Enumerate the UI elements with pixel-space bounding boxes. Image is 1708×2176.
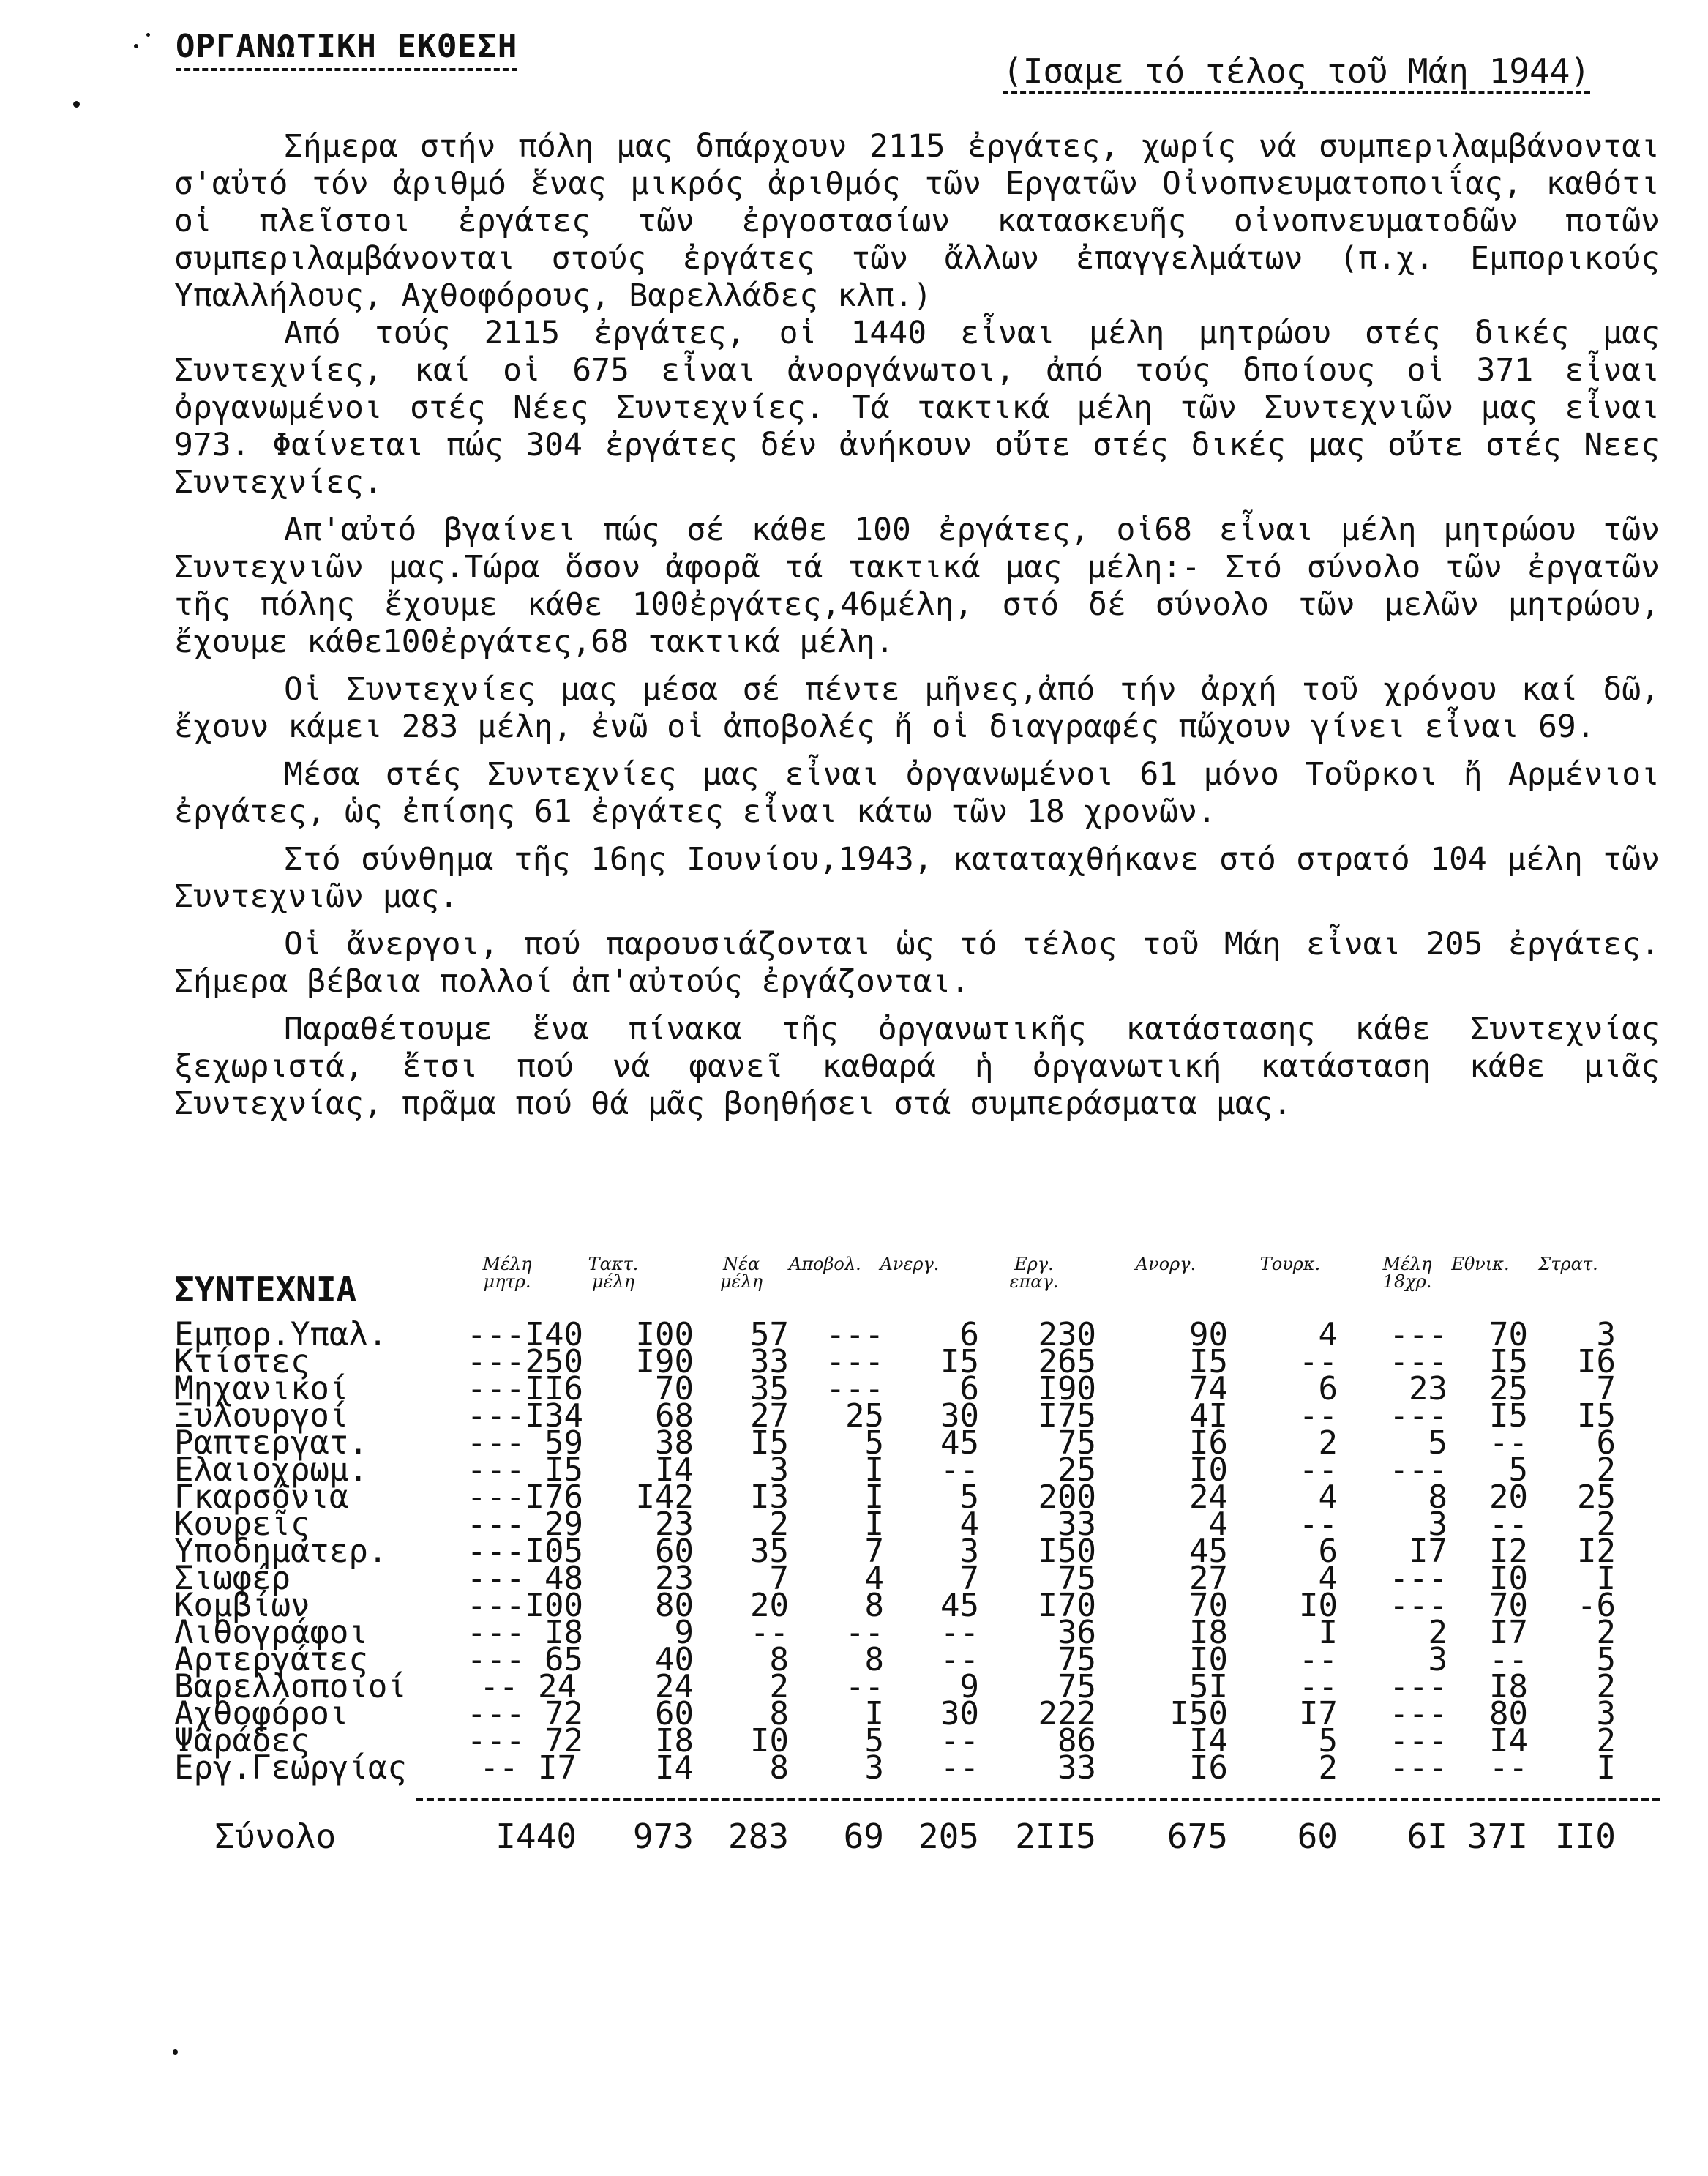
table-cell: I8 bbox=[1189, 1614, 1228, 1651]
table-cell: -- bbox=[1489, 1424, 1528, 1462]
table-cell: 3 bbox=[1596, 1316, 1616, 1353]
table-cell: ---I34 bbox=[467, 1397, 583, 1435]
table-cell: 8 bbox=[769, 1749, 789, 1787]
table-cell: 2 bbox=[1318, 1424, 1338, 1462]
report-body bbox=[174, 128, 1660, 1133]
table-cell: --- bbox=[825, 1370, 884, 1407]
table-cell: I90 bbox=[635, 1343, 694, 1380]
table-cell: --- bbox=[1389, 1749, 1447, 1787]
table-cell: 4 bbox=[1318, 1560, 1338, 1597]
union-name: Υποδηματερ. bbox=[174, 1533, 388, 1570]
table-cell: 4I bbox=[1189, 1397, 1228, 1435]
table-cell: 9 bbox=[674, 1614, 694, 1651]
table-cell: 2 bbox=[1596, 1668, 1616, 1705]
table-total-row bbox=[174, 1814, 1667, 1866]
table-cell: 23 bbox=[655, 1506, 694, 1543]
table-cell: 75 bbox=[1057, 1668, 1096, 1705]
header-cell: Μέλη μητρ. bbox=[482, 1254, 532, 1292]
table-cell: -- bbox=[1299, 1343, 1338, 1380]
table-cell: -- bbox=[940, 1722, 979, 1760]
union-name: Εργ.Γεωργίας bbox=[174, 1749, 407, 1787]
paragraph: Μέσα στές Συντεχνίες μας εἶναι ὀργανωμένοι 61 μόνο Τοῦρκοι ἤ Αρμένιοι ἐργάτες, ὡς ἐπίσης 61 ἐργάτες εἶναι κάτω τῶν 18 χρονῶν. bbox=[174, 756, 1660, 830]
table-cell: --- 59 bbox=[467, 1424, 583, 1462]
table-cell: ---I40 bbox=[467, 1316, 583, 1353]
table-cell: 23 bbox=[655, 1560, 694, 1597]
union-name: Κομβίων bbox=[174, 1587, 310, 1624]
table-cell: --- bbox=[1389, 1668, 1447, 1705]
header-cell: Στρατ. bbox=[1538, 1254, 1598, 1274]
table-cell: 9 bbox=[959, 1668, 979, 1705]
table-cell: 4 bbox=[1318, 1316, 1338, 1353]
table-cell: 2 bbox=[1318, 1749, 1338, 1787]
total-cell: 675 bbox=[1166, 1817, 1228, 1856]
table-cell: 3 bbox=[769, 1451, 789, 1489]
table-cell: 86 bbox=[1057, 1722, 1096, 1760]
table-cell: 5 bbox=[864, 1722, 884, 1760]
table-cell: 7 bbox=[1596, 1370, 1616, 1407]
table-cell: 6 bbox=[1596, 1424, 1616, 1462]
table-cell: 74 bbox=[1189, 1370, 1228, 1407]
table-cell: I42 bbox=[635, 1478, 694, 1516]
document-date bbox=[1003, 51, 1590, 91]
total-cell: 973 bbox=[632, 1817, 694, 1856]
table-cell: 30 bbox=[940, 1397, 979, 1435]
table-cell: -- bbox=[1299, 1641, 1338, 1678]
table-cell: --- 72 bbox=[467, 1695, 583, 1732]
paragraph: Απ'αὐτό βγαίνει πώς σέ κάθε 100 ἐργάτες, οἱ68 εἶναι μέλη μητρώου τῶν Συντεχνιῶν μας.Τώρα ὅσον ἀφορᾶ τά τακτικά μας μέλη:- Στό σύνολο τῶν ἐργατῶν τῆς πόλης ἔχουμε κάθε 100ἐργάτες,46μέλη, στό δέ σύνολο τῶν μελῶν μητρώου, ἔχουμε κάθε100ἐργάτες,68 τακτικά μέλη. bbox=[174, 512, 1660, 660]
union-name: Λιθογράφοι bbox=[174, 1614, 368, 1651]
table-cell: 70 bbox=[1189, 1587, 1228, 1624]
table-cell: 23 bbox=[1409, 1370, 1447, 1407]
date-text: (Ισαμε τό τέλος τοῦ Μάη 1944) bbox=[1003, 51, 1590, 94]
table-cell: 70 bbox=[1489, 1316, 1528, 1353]
table-cell: 24 bbox=[1189, 1478, 1228, 1516]
table-cell: --- bbox=[1389, 1397, 1447, 1435]
table-cell: I5 bbox=[1577, 1397, 1616, 1435]
table-cell: -- bbox=[1489, 1749, 1528, 1787]
paragraph: Οἱ ἄνεργοι, πού παρουσιάζονται ὡς τό τέλος τοῦ Μάη εἶναι 205 ἐργάτες. Σήμερα βέβαια πολλοί ἀπ'αὐτούς ἐργάζονται. bbox=[174, 926, 1660, 1000]
table-cell: 33 bbox=[750, 1343, 789, 1380]
table-cell: I5 bbox=[1189, 1343, 1228, 1380]
table-cell: 45 bbox=[940, 1587, 979, 1624]
table-cell: 33 bbox=[1057, 1506, 1096, 1543]
table-cell: 230 bbox=[1038, 1316, 1096, 1353]
table-cell: I bbox=[864, 1695, 884, 1732]
table-cell: 2 bbox=[769, 1668, 789, 1705]
table-cell: 2 bbox=[1596, 1506, 1616, 1543]
table-cell: 3 bbox=[1428, 1641, 1447, 1678]
table-cell: I6 bbox=[1577, 1343, 1616, 1380]
table-cell: --- bbox=[825, 1316, 884, 1353]
total-cell: 6I bbox=[1407, 1817, 1447, 1856]
table-cell: I0 bbox=[750, 1722, 789, 1760]
header-cell: Νέα μέλη bbox=[719, 1254, 763, 1292]
table-cell: I6 bbox=[1189, 1749, 1228, 1787]
header-union: ΣΥΝΤΕΧΝΙΑ bbox=[174, 1270, 357, 1309]
table-cell: 80 bbox=[655, 1587, 694, 1624]
table-cell: I6 bbox=[1189, 1424, 1228, 1462]
table-cell: I7 bbox=[1409, 1533, 1447, 1570]
union-table bbox=[174, 1255, 1667, 1866]
table-cell: 35 bbox=[750, 1370, 789, 1407]
table-cell: 8 bbox=[864, 1641, 884, 1678]
table-cell: 8 bbox=[864, 1587, 884, 1624]
table-cell: 35 bbox=[750, 1533, 789, 1570]
table-cell: 7 bbox=[769, 1560, 789, 1597]
table-cell: I5 bbox=[1489, 1343, 1528, 1380]
table-cell: 3 bbox=[959, 1533, 979, 1570]
table-cell: 25 bbox=[845, 1397, 884, 1435]
paragraph: Οἱ Συντεχνίες μας μέσα σέ πέντε μῆνες,ἀπό τήν ἀρχή τοῦ χρόνου καί δῶ, ἔχουν κάμει 283 μέλη, ἐνῶ οἱ ἀποβολές ἤ οἱ διαγραφές πὤχουν γίνει εἶναι 69. bbox=[174, 671, 1660, 745]
table-cell: I2 bbox=[1577, 1533, 1616, 1570]
table-cell: -- bbox=[845, 1668, 884, 1705]
table-cell: --- I5 bbox=[467, 1451, 583, 1489]
table-cell: 68 bbox=[655, 1397, 694, 1435]
table-cell: I bbox=[864, 1478, 884, 1516]
table-cell: I75 bbox=[1038, 1397, 1096, 1435]
table-cell: 70 bbox=[1489, 1587, 1528, 1624]
table-cell: 20 bbox=[750, 1587, 789, 1624]
table-cell: 70 bbox=[655, 1370, 694, 1407]
table-cell: 24 bbox=[655, 1668, 694, 1705]
table-cell: --- bbox=[1389, 1343, 1447, 1380]
table-cell: -- bbox=[940, 1614, 979, 1651]
table-cell: I5 bbox=[1489, 1397, 1528, 1435]
union-name: Βαρελλοποιοί bbox=[174, 1668, 407, 1705]
table-cell: 5 bbox=[1428, 1424, 1447, 1462]
table-cell: 27 bbox=[750, 1397, 789, 1435]
total-cell: I440 bbox=[495, 1817, 577, 1856]
table-cell: 2 bbox=[1596, 1451, 1616, 1489]
table-cell: 27 bbox=[1189, 1560, 1228, 1597]
table-cell: 60 bbox=[655, 1533, 694, 1570]
table-cell: 38 bbox=[655, 1424, 694, 1462]
table-cell: 33 bbox=[1057, 1749, 1096, 1787]
table-cell: I0 bbox=[1299, 1587, 1338, 1624]
table-cell: I bbox=[864, 1451, 884, 1489]
table-cell: I90 bbox=[1038, 1370, 1096, 1407]
union-name: Κουρεῖς bbox=[174, 1506, 310, 1543]
table-cell: 3 bbox=[1428, 1506, 1447, 1543]
table-cell: 75 bbox=[1057, 1560, 1096, 1597]
paragraph: Παραθέτουμε ἕνα πίνακα τῆς ὀργανωτικῆς κατάστασης κάθε Συντεχνίας ξεχωριστά, ἔτσι πού νά φανεῖ καθαρά ἡ ὀργανωτική κατάσταση κάθε μιᾶς Συντεχνίας, πρᾶμα πού θά μᾶς βοηθήσει στά συμπεράσματα μας. bbox=[174, 1011, 1660, 1122]
paragraph: Σήμερα στήν πόλη μας δπάρχουν 2115 ἐργάτες, χωρίς νά συμπεριλαμβάνονται σ'αὐτό τόν ἀριθμό ἕνας μικρός ἀριθμός τῶν Εργατῶν Οἰνοπνευματοποιΐας, καθότι οἱ πλεῖστοι ἐργάτες τῶν ἐργοστασίων κατασκευῆς οἰνοπνευματοδῶν ποτῶν συμπεριλαμβάνονται στούς ἐργάτες τῶν ἄλλων ἐπαγγελμάτων (π.χ. Εμπορικούς Υπαλλήλους, Αχθοφόρους, Βαρελλάδες κλπ.) bbox=[174, 128, 1660, 314]
table-divider bbox=[416, 1798, 1660, 1801]
table-cell: 60 bbox=[655, 1695, 694, 1732]
table-cell: I bbox=[1596, 1749, 1616, 1787]
union-name: Εμπορ.Υπαλ. bbox=[174, 1316, 388, 1353]
table-cell: --- bbox=[825, 1343, 884, 1380]
table-cell: 36 bbox=[1057, 1614, 1096, 1651]
table-cell: I4 bbox=[1489, 1722, 1528, 1760]
union-name: Μηχανικοί bbox=[174, 1370, 349, 1407]
table-cell: 25 bbox=[1489, 1370, 1528, 1407]
union-name: Ελαιοχρωμ. bbox=[174, 1451, 368, 1489]
table-cell: 4 bbox=[1318, 1478, 1338, 1516]
table-cell: I4 bbox=[655, 1451, 694, 1489]
header-cell: Αποβολ. bbox=[789, 1254, 861, 1274]
table-cell: 8 bbox=[1428, 1478, 1447, 1516]
table-cell: 40 bbox=[655, 1641, 694, 1678]
table-cell: 4 bbox=[1208, 1506, 1228, 1543]
table-cell: I0 bbox=[1189, 1641, 1228, 1678]
header-cell: Τακτ. μέλη bbox=[588, 1254, 639, 1292]
table-cell: -- bbox=[750, 1614, 789, 1651]
table-cell: I0 bbox=[1489, 1560, 1528, 1597]
table-cell: --- bbox=[1389, 1722, 1447, 1760]
table-cell: --- bbox=[1389, 1451, 1447, 1489]
table-cell: 57 bbox=[750, 1316, 789, 1353]
total-cell: 283 bbox=[727, 1817, 789, 1856]
table-cell: -- 24 bbox=[479, 1668, 577, 1705]
table-cell: 4 bbox=[959, 1506, 979, 1543]
union-name: Ραπτεργατ. bbox=[174, 1424, 368, 1462]
table-row bbox=[174, 1749, 1667, 1787]
table-cell: I50 bbox=[1169, 1695, 1228, 1732]
table-cell: I bbox=[1596, 1560, 1616, 1597]
table-cell: 5 bbox=[1318, 1722, 1338, 1760]
total-cell: 37I bbox=[1467, 1817, 1528, 1856]
table-cell: I2 bbox=[1489, 1533, 1528, 1570]
table-cell: -- bbox=[940, 1749, 979, 1787]
table-cell: --- bbox=[1389, 1695, 1447, 1732]
table-cell: -- bbox=[940, 1451, 979, 1489]
table-cell: -- bbox=[1489, 1641, 1528, 1678]
table-cell: -- bbox=[1299, 1451, 1338, 1489]
table-cell: 7 bbox=[864, 1533, 884, 1570]
header-cell: Εργ. επαγ. bbox=[1009, 1254, 1059, 1292]
table-cell: 5 bbox=[1508, 1451, 1528, 1489]
table-cell: 30 bbox=[940, 1695, 979, 1732]
table-cell: -- bbox=[1299, 1506, 1338, 1543]
table-cell: --- 72 bbox=[467, 1722, 583, 1760]
table-cell: 200 bbox=[1038, 1478, 1096, 1516]
table-cell: 6 bbox=[1318, 1370, 1338, 1407]
table-cell: 80 bbox=[1489, 1695, 1528, 1732]
table-cell: I bbox=[1318, 1614, 1338, 1651]
table-cell: 25 bbox=[1057, 1451, 1096, 1489]
table-cell: 265 bbox=[1038, 1343, 1096, 1380]
table-cell: 90 bbox=[1189, 1316, 1228, 1353]
total-cell: 60 bbox=[1297, 1817, 1338, 1856]
total-cell: 2II5 bbox=[1015, 1817, 1096, 1856]
table-cell: --- 29 bbox=[467, 1506, 583, 1543]
table-cell: 2 bbox=[1428, 1614, 1447, 1651]
table-cell: 3 bbox=[864, 1749, 884, 1787]
table-cell: 75 bbox=[1057, 1641, 1096, 1678]
table-cell: --- I8 bbox=[467, 1614, 583, 1651]
union-name: Γκαρσόνια bbox=[174, 1478, 349, 1516]
table-cell: -- bbox=[940, 1641, 979, 1678]
table-cell: I8 bbox=[655, 1722, 694, 1760]
table-cell: I4 bbox=[655, 1749, 694, 1787]
table-cell: --- bbox=[1389, 1560, 1447, 1597]
table-cell: -6 bbox=[1577, 1587, 1616, 1624]
table-cell: -- bbox=[1299, 1668, 1338, 1705]
union-name: Αχθοφόροι bbox=[174, 1695, 349, 1732]
table-cell: I50 bbox=[1038, 1533, 1096, 1570]
table-cell: --- 48 bbox=[467, 1560, 583, 1597]
header-cell: Εθνικ. bbox=[1451, 1254, 1510, 1274]
table-cell: I70 bbox=[1038, 1587, 1096, 1624]
table-cell: I5 bbox=[750, 1424, 789, 1462]
table-cell: ---I00 bbox=[467, 1587, 583, 1624]
table-cell: 5 bbox=[1596, 1641, 1616, 1678]
table-cell: ---I76 bbox=[467, 1478, 583, 1516]
table-cell: I8 bbox=[1489, 1668, 1528, 1705]
table-cell: --- 65 bbox=[467, 1641, 583, 1678]
table-cell: I4 bbox=[1189, 1722, 1228, 1760]
paragraph: Από τούς 2115 ἐργάτες, οἱ 1440 εἶναι μέλη μητρώου στές δικές μας Συντεχνίες, καί οἱ 675 εἶναι ἀνοργάνωτοι, ἀπό τούς δποίους οἱ 371 εἶναι ὀργανωμένοι στές Νέες Συντεχνίες. Τά τακτικά μέλη τῶν Συντεχνιῶν μας εἶναι 973. Φαίνεται πώς 304 ἐργάτες δέν ἀνήκουν οὔτε στές δικές μας οὔτε στές Νεες Συντεχνίες. bbox=[174, 315, 1660, 501]
union-name: Σιωφέρ bbox=[174, 1560, 291, 1597]
total-cell: II0 bbox=[1554, 1817, 1616, 1856]
table-cell: 7 bbox=[959, 1560, 979, 1597]
table-cell: I7 bbox=[1299, 1695, 1338, 1732]
table-cell: 20 bbox=[1489, 1478, 1528, 1516]
header-cell: Τουρκ. bbox=[1259, 1254, 1321, 1274]
table-cell: --- bbox=[1389, 1316, 1447, 1353]
table-cell: 2 bbox=[769, 1506, 789, 1543]
table-cell: 6 bbox=[1318, 1533, 1338, 1570]
union-name: Ξυλουργοί bbox=[174, 1397, 349, 1435]
table-cell: 5 bbox=[864, 1424, 884, 1462]
table-cell: 222 bbox=[1038, 1695, 1096, 1732]
union-name: Αρτεργάτες bbox=[174, 1641, 368, 1678]
table-cell: I0 bbox=[1189, 1451, 1228, 1489]
table-cell: 3 bbox=[1596, 1695, 1616, 1732]
table-cell: 75 bbox=[1057, 1424, 1096, 1462]
table-cell: 6 bbox=[959, 1316, 979, 1353]
total-cell: 205 bbox=[918, 1817, 979, 1856]
table-cell: 6 bbox=[959, 1370, 979, 1407]
table-cell: 45 bbox=[1189, 1533, 1228, 1570]
table-cell: I bbox=[864, 1506, 884, 1543]
table-cell: ---250 bbox=[467, 1343, 583, 1380]
table-cell: --- bbox=[1389, 1587, 1447, 1624]
table-cell: 25 bbox=[1577, 1478, 1616, 1516]
total-cell: 69 bbox=[843, 1817, 884, 1856]
table-cell: I7 bbox=[1489, 1614, 1528, 1651]
table-cell: 5I bbox=[1189, 1668, 1228, 1705]
table-cell: ---I05 bbox=[467, 1533, 583, 1570]
table-cell: 5 bbox=[959, 1478, 979, 1516]
table-header bbox=[174, 1255, 1667, 1321]
table-cell: I3 bbox=[750, 1478, 789, 1516]
table-cell: -- bbox=[1299, 1397, 1338, 1435]
table-cell: 2 bbox=[1596, 1722, 1616, 1760]
table-cell: I5 bbox=[940, 1343, 979, 1380]
table-cell: 2 bbox=[1596, 1614, 1616, 1651]
paragraph: Στό σύνθημα τῆς 16ης Ιουνίου,1943, καταταχθήκανε στό στρατό 104 μέλη τῶν Συντεχνιῶν μας. bbox=[174, 841, 1660, 915]
union-name: Κτίστες bbox=[174, 1343, 310, 1380]
table-cell: -- I7 bbox=[479, 1749, 577, 1787]
document-title: ΟΡΓΑΝΩΤΙΚΗ ΕΚΘΕΣΗ bbox=[176, 28, 517, 71]
union-name: Ψαράδες bbox=[174, 1722, 310, 1760]
table-cell: -- bbox=[845, 1614, 884, 1651]
table-cell: 4 bbox=[864, 1560, 884, 1597]
table-cell: I00 bbox=[635, 1316, 694, 1353]
table-cell: ---II6 bbox=[467, 1370, 583, 1407]
table-cell: 45 bbox=[940, 1424, 979, 1462]
table-cell: -- bbox=[1489, 1506, 1528, 1543]
header-cell: Ανεργ. bbox=[880, 1254, 940, 1274]
header-cell: Ανοργ. bbox=[1135, 1254, 1196, 1274]
header-cell: Μέλη 18χρ. bbox=[1382, 1254, 1432, 1292]
table-cell: 8 bbox=[769, 1695, 789, 1732]
total-label: Σύνολο bbox=[214, 1817, 337, 1856]
table-cell: 8 bbox=[769, 1641, 789, 1678]
table-body bbox=[174, 1316, 1667, 1787]
